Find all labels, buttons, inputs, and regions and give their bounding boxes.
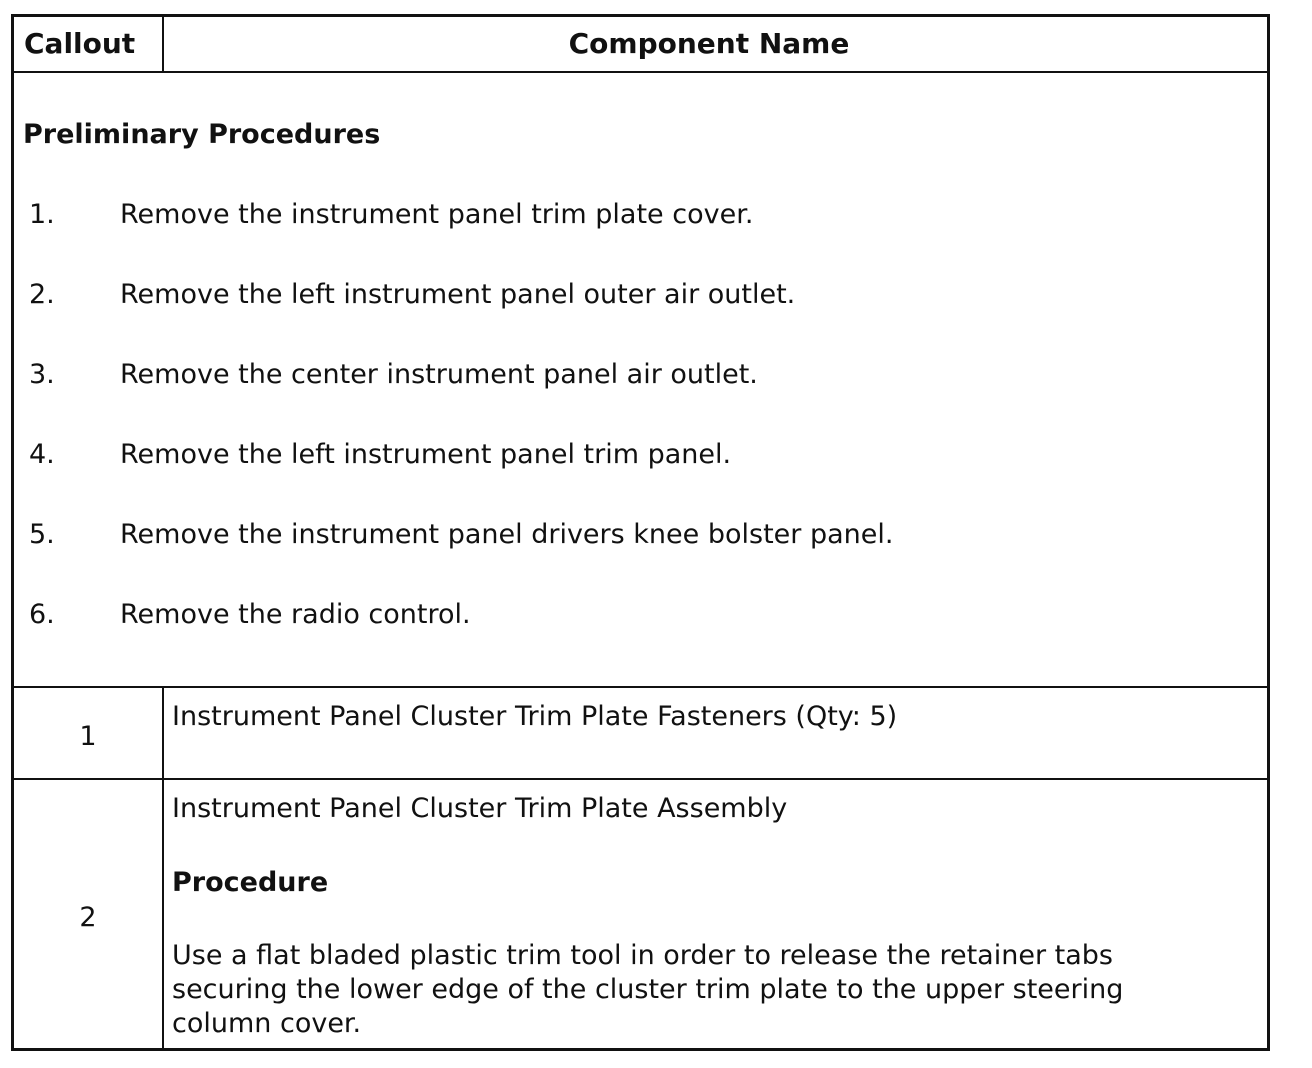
header-callout: Callout [24,27,136,60]
step-text: Remove the instrument panel drivers knee bolster panel. [120,519,894,550]
step-number: 2. [29,279,55,310]
step-number: 1. [29,199,55,230]
step-number: 6. [29,599,55,630]
step-text: Remove the left instrument panel trim panel. [120,439,732,470]
step-text: Remove the radio control. [120,599,471,630]
row1-divider [14,778,1267,780]
step-text: Remove the left instrument panel outer air outlet. [120,279,796,310]
row-callout: 2 [79,902,97,933]
header-component-name: Component Name [568,27,850,60]
row-component-name: Instrument Panel Cluster Trim Plate Assembly [172,793,788,824]
procedure-title: Procedure [172,867,329,898]
header-divider [14,71,1267,73]
procedure-line: column cover. [172,1008,362,1039]
procedure-line: Use a flat bladed plastic trim tool in order to release the retainer tabs [172,940,1113,971]
step-number: 5. [29,519,55,550]
step-number: 4. [29,439,55,470]
preliminary-divider [14,686,1267,688]
step-text: Remove the instrument panel trim plate cover. [120,199,754,230]
step-text: Remove the center instrument panel air outlet. [120,359,758,390]
rows-column-divider [162,687,164,1051]
preliminary-title: Preliminary Procedures [23,119,381,150]
procedure-table [11,14,1270,1051]
procedure-line: securing the lower edge of the cluster trim plate to the upper steering [172,974,1124,1005]
row-component-name: Instrument Panel Cluster Trim Plate Fasteners (Qty: 5) [172,701,898,732]
row-callout: 1 [79,721,97,752]
step-number: 3. [29,359,55,390]
